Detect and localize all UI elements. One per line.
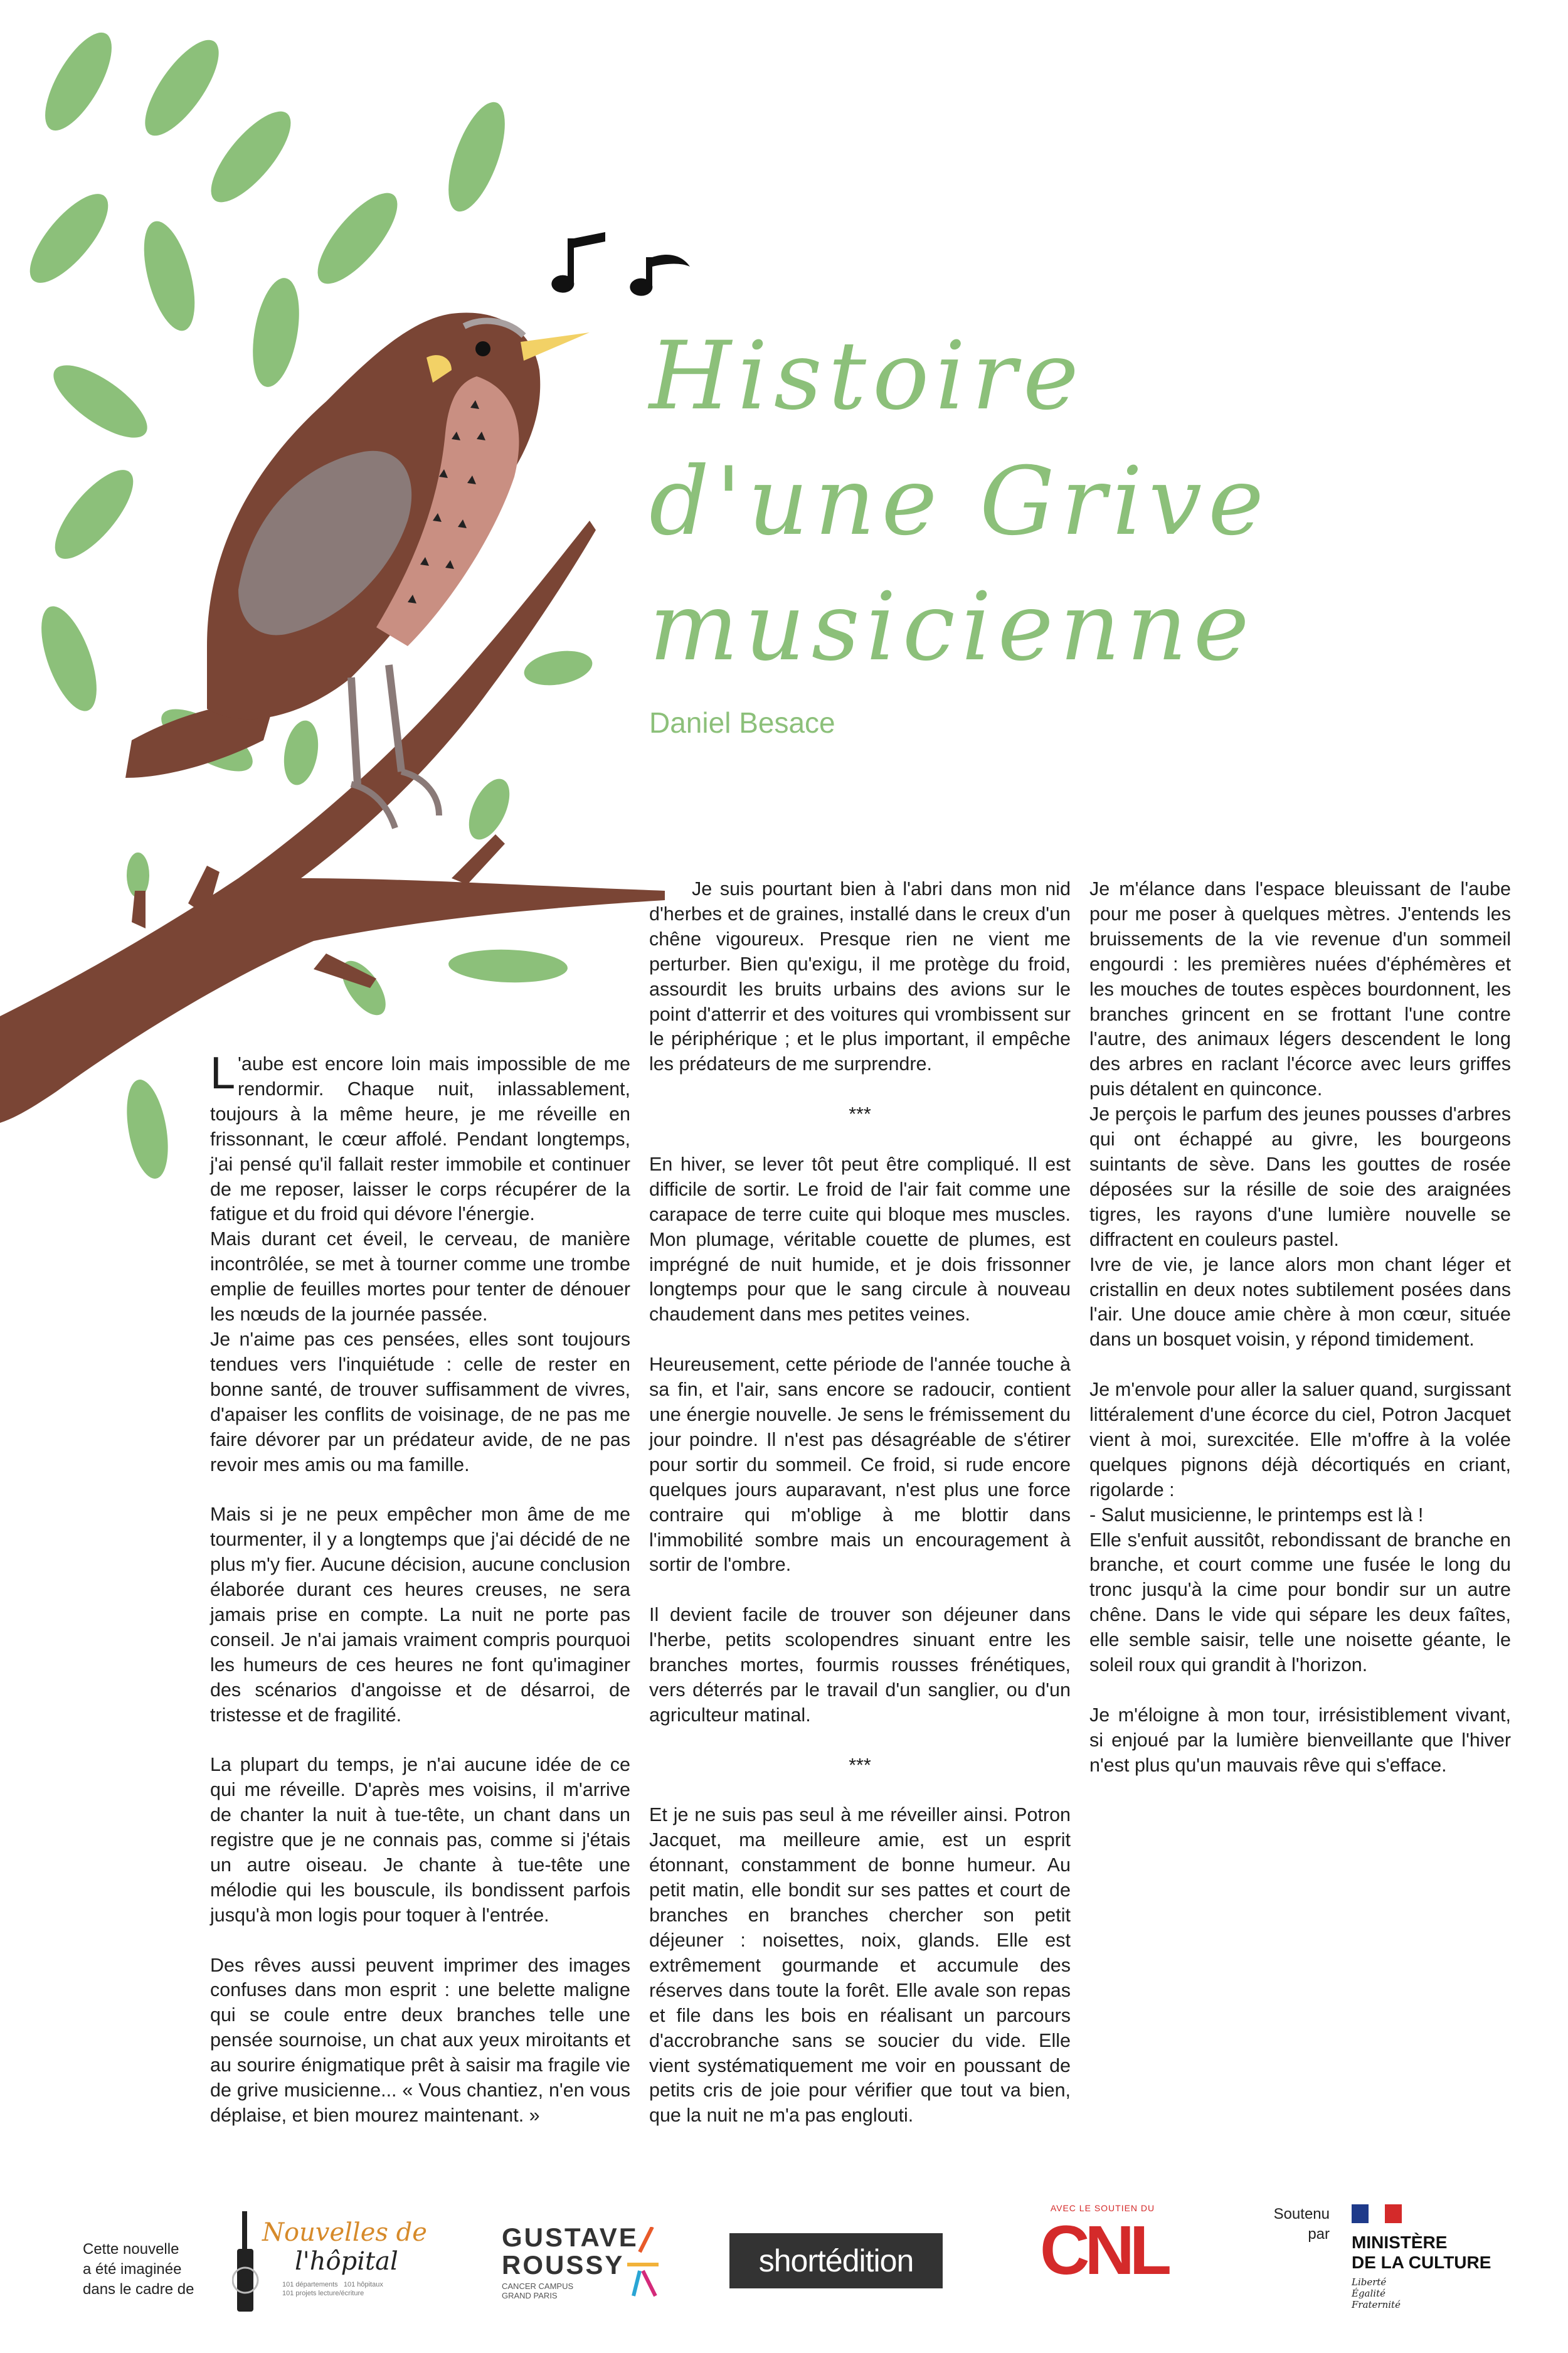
paragraph: L 'aube est encore loin mais impossible de me rendormir. Chaque nuit, inlassablement, toujours à la même heure, je me réveille en frissonnant, le cœur affolé. Pendant longtemps, j'ai pensé qu'il fallait rester immobile et continuer de me reposer, laisser le corps récupérer de la fatigue et du froid qui dévore l'énergie.: [210, 1048, 630, 1225]
paragraph: Je m'éloigne à mon tour, irrésistiblement vivant, si enjoué par la lumière bienveillante que l'hiver n'est plus qu'un mauvais rêve qui s'efface.: [1089, 1704, 1511, 1776]
leaf: [279, 718, 322, 787]
text-column-2: [649, 877, 1071, 2128]
text-column-3: [1089, 877, 1511, 1778]
paragraph: Heureusement, cette période de l'année touche à sa fin, et l'air, sans encore se radoucir, contient une énergie nouvelle. Je sens le frémissement du jour poindre. Il n'est pas désagréable de s'étirer pour sortir du sommeil. Ce froid, si rude encore quelques jours auparavant, n'est plus une force contraire qui m'oblige à me blottir dans l'immobilité sombre mais un encouragement à sortir de l'ombre.: [649, 1354, 1071, 1576]
paragraph: Mais durant cet éveil, le cerveau, de manière incontrôlée, se met à tourner comme une trombe emplie de feuilles mortes pour tenter de dénouer les nœuds de la journée passée.: [210, 1228, 630, 1325]
paragraph: Je perçois le parfum des jeunes pousses d'arbres qui ont échappé au givre, les bourgeons suintants de sève. Dans les gouttes de rosée déposées sur la résille de soie des araignées tigres, les rayons d'une lumière nouvelle se diffractent en couleurs pastel.: [1089, 1103, 1511, 1250]
thrush: [125, 312, 590, 828]
leaf: [43, 353, 157, 451]
footer-intro: Cette nouvelle a été imaginée dans le cadre de: [83, 2241, 194, 2298]
leaf: [33, 23, 125, 140]
leaf: [17, 183, 120, 295]
gustave-roussy-logo: GUSTAVE ROUSSY CANCER CAMPUS GRAND PARIS: [502, 2224, 671, 2324]
leaf: [198, 100, 304, 214]
footer: [0, 2196, 1568, 2346]
paragraph: Je suis pourtant bien à l'abri dans mon nid d'herbes et de graines, installé dans le creux d'un chêne vigoureux. Presque rien ne vient me perturber. Bien qu'exigu, il me protège du froid, assourdit les bruits urbains des avions sur le point d'atterrir et des voitures qui vrombissent sur le périphérique ; et le plus important, il empêche les prédateurs de me surprendre.: [649, 878, 1071, 1075]
paragraph: Elle s'enfuit aussitôt, rebondissant de branche en branche, et court comme une fusée le long du tronc jusqu'à la cime pour bondir sur un autre chêne. Dans le vide qui sépare les deux faîtes, elle semble saisir, telle une noisette géante, le soleil roux qui grandit à l'horizon.: [1089, 1529, 1511, 1676]
leaf: [460, 773, 517, 846]
paragraph: Il devient facile de trouver son déjeuner dans l'herbe, petits scolopendres sinuant entre les branches mortes, fourmis rousses frénétiques, vers déterrés par le travail d'un sanglier, ou d'un agriculteur matinal.: [649, 1604, 1071, 1726]
paragraph: Je n'aime pas ces pensées, elles sont toujours tendues vers l'inquiétude : celle de rester en bonne santé, de trouver suffisamment de vivres, d'apaiser les conflits de voisinage, de ne pas me faire dévorer par un prédateur avide, de ne pas revoir mes amis ou ma famille.: [210, 1328, 630, 1475]
title-line-2: d'une Grive: [649, 447, 1270, 556]
title-line-3: musicienne: [649, 573, 1256, 682]
nouvelles-hopital-logo: Nouvelles de l'hôpital 101 départements 101 hôpitaux 101 projets lecture/écriture: [232, 2202, 420, 2327]
section-separator: ***: [849, 1754, 871, 1776]
leaf: [134, 216, 204, 336]
leaf: [437, 95, 517, 218]
leaf: [30, 600, 108, 718]
leaf: [305, 181, 410, 295]
french-flag-icon: [1352, 2204, 1402, 2226]
page-title: [649, 314, 1465, 690]
supported-by-label: Soutenu par: [1273, 2206, 1330, 2243]
paragraph: Je m'élance dans l'espace bleuissant de l'aube pour me poser à quelques mètres. J'entends les bruissements de la vie revenue d'un sommeil engourdi : les premières nuées d'éphémères et les mouches de toutes espèces bourdonnent, les branches grincent en se frottant l'une contre l'autre, des animaux légers descendent le long des arbres en raclant l'écorce avec leurs griffes puis détalent en quinconce.: [1089, 878, 1511, 1100]
leaf: [245, 274, 307, 390]
leaf: [521, 646, 595, 690]
music-notes: [551, 232, 690, 296]
text-column-1: [210, 1048, 630, 2128]
dialogue-line: - Salut musicienne, le printemps est là !: [1089, 1504, 1424, 1526]
paragraph: Ivre de vie, je lance alors mon chant léger et cristallin en deux notes subtilement posées dans l'air. Une douce amie chère à mon cœur, située dans un bosquet voisin, y répond timidement.: [1089, 1253, 1511, 1351]
paragraph: Et je ne suis pas seul à me réveiller ainsi. Potron Jacquet, ma meilleure amie, est un esprit étonnant, constamment de bonne humeur. Au petit matin, elle bondit sur ses pattes et court de branches en branches chercher son petit déjeuner : noisettes, noix, glands. Elle est extrêmement gourmande et accumule des réserves dans toute la forêt. Elle avale son repas et file dans les bois en réalisant un parcours d'accrobranche sans se soucier du vide. Elle vient systématiquement me voir en poussant de petits cris de joie pour vérifier que tout va bien, que la nuit ne m'a pas englouti.: [649, 1804, 1071, 2127]
drop-cap: L: [210, 1048, 236, 1098]
leaf: [448, 948, 568, 985]
paragraph: En hiver, se lever tôt peut être compliqué. Il est difficile de sortir. Le froid de l'air fait comme une carapace de terre cuite qui bloque mes muscles. Mon plumage, véritable couette de plumes, est imprégné de nuit humide, et je dois frissonner longtemps pour que le sang circule à nouveau chaudement dans mes petites veines.: [649, 1153, 1071, 1325]
title-line-1: Histoire: [649, 322, 1085, 431]
paragraph: Des rêves aussi peuvent imprimer des images confuses dans mon esprit : une belette maligne qui se coule entre deux branches telle une pensée sournoise, un chat aux yeux miroitants et au sourire énigmatique prêt à saisir ma fragile vie de grive musicienne... « Vous chantiez, n'en vous déplaise, et bien mourez maintenant. »: [210, 1954, 630, 2127]
section-separator: ***: [849, 1103, 871, 1125]
leaf: [120, 1076, 175, 1182]
author-name: Daniel Besace: [649, 706, 835, 739]
shortedition-logo: shortédition: [729, 2233, 943, 2288]
leaf: [132, 29, 232, 146]
paragraph: Mais si je ne peux empêcher mon âme de me tourmenter, il y a longtemps que j'ai décidé de ne plus m'y fier. Aucune décision, aucune conclusion élaborée durant ces heures creuses, ne sera jamais prise en compte. La nuit ne porte pas conseil. Je n'ai jamais vraiment compris pourquoi les humeurs de ces heures ne font qu'imaginer des scénarios d'angoisse et de désarroi, de tristesse et de fragilité.: [210, 1504, 630, 1726]
leaf: [42, 459, 146, 571]
paragraph: Je m'envole pour aller la saluer quand, surgissant littéralement d'une écorce du ciel, Potron Jacquet vient à moi, surexcitée. Elle m'offre à la volée quelques pignons déjà décortiqués en criant, rigolarde :: [1089, 1379, 1511, 1501]
paragraph: La plupart du temps, je n'ai aucune idée de ce qui me réveille. D'après mes voisins, il m'arrive de chanter la nuit à tue-tête, un chant dans un registre que je ne connais pas, comme si j'étais un autre oiseau. Je chante à tue-tête une mélodie qui les bouscule, ils bondissent parfois jusqu'à mon logis pour toquer à l'entrée.: [210, 1754, 630, 1926]
roussy-mark-icon: [627, 2227, 665, 2302]
ministere-culture-logo: MINISTÈRE DE LA CULTURE Liberté Égalité Fraternité: [1352, 2204, 1515, 2330]
cnl-logo: AVEC LE SOUTIEN DU CNL: [1040, 2203, 1167, 2289]
